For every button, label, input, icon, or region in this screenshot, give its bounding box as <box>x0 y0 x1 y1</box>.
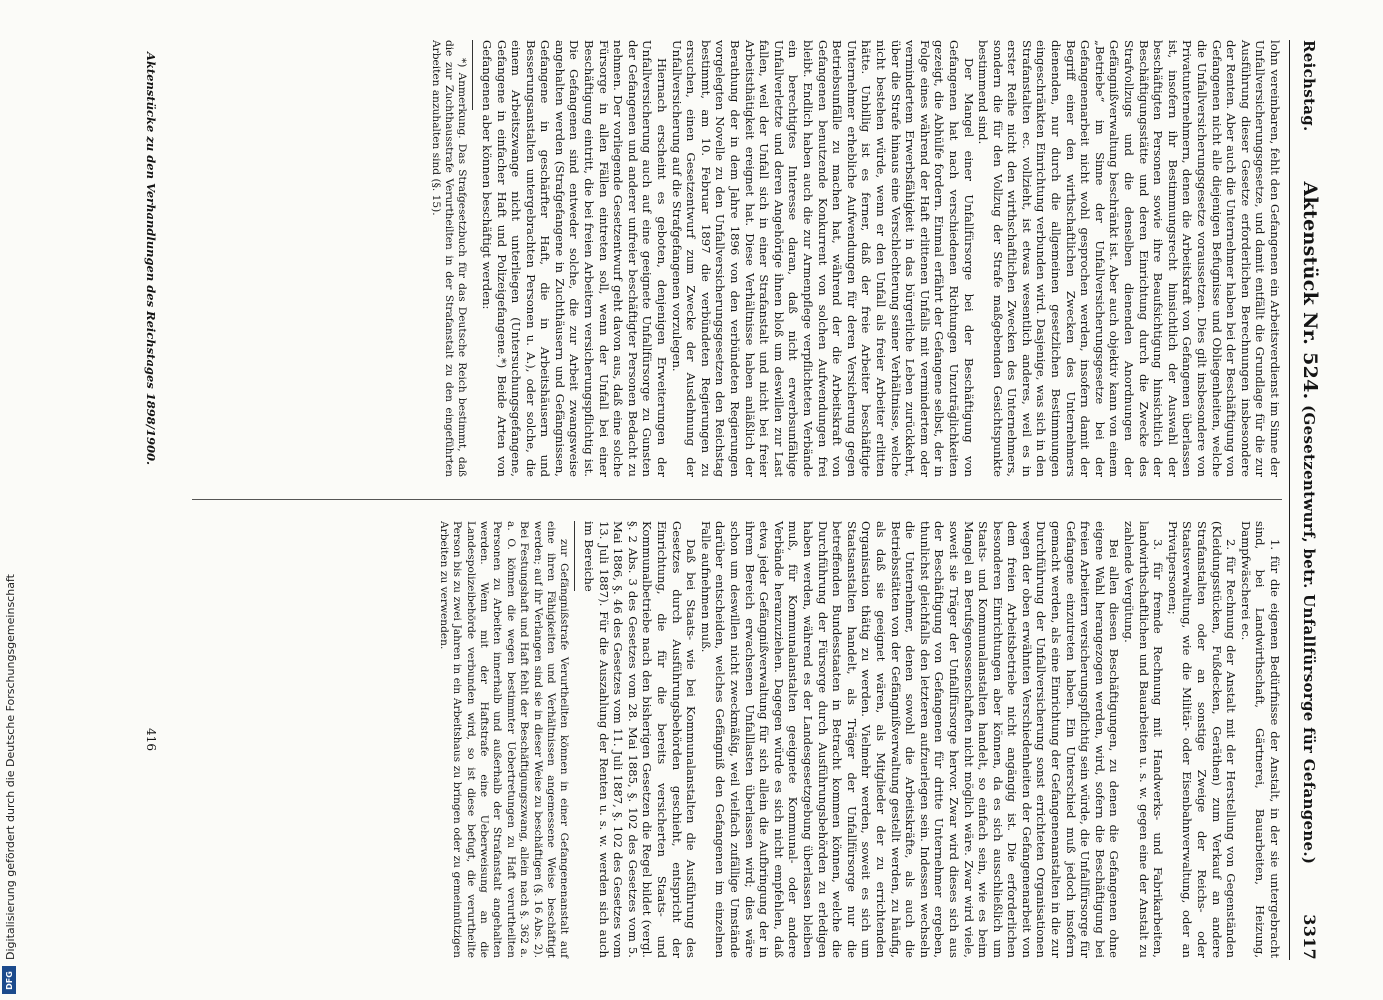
dfg-logo-text: DFG <box>4 970 14 990</box>
right-footnote: zur Gefängnißstrafe Verurtheilten können in einer Gefangenenanstalt auf eine ihren Fähigkeiten und Verhältnissen angemessene Weise beschäftigt werden; auf ihr Verlangen sind sie in dieser Weise zu beschäftigen (§. 16 Abs. 2). Bei Festungshaft und Haft fehlt der Beschäftigungszwang, allein nach §. 362 a. a. O. können die wegen bestimmter Uebertretungen zu Haft verurtheilten Personen zu Arbeiten innerhalb und außerhalb der Strafanstalt angehalten werden. Wenn mit der Haftstrafe eine Ueberweisung an die Landespolizeibehörde verbunden wird, so ist diese befugt, die verurtheilte Person bis zu zwei Jahren in ein Arbeitshaus zu bringen oder zu gemeinnützigen Arbeiten zu verwenden. <box>437 521 571 958</box>
column-divider <box>192 499 1282 500</box>
enum-item-2: 2. für Rechnung der Anstalt mit der Herstellung von Gegenständen (Kleidungsstücken, Fußdecken, Geräthen) zum Verkauf an andere Strafanstalten oder an sonstige Zweige der Reichs- oder Staatsverwaltung, wie die Militär- oder Eisenbahnverwaltung, oder an Privatpersonen; <box>1165 521 1239 958</box>
right-paragraph-1: Bei allen diesen Beschäftigungen, zu denen die Gefangenen ohne eigene Wahl herangezogen werden, wird, sofern die Beschäftigung bei freien Arbeitern versicherungspflichtig sein würde, die Unfallfürsorge für Gefangene einzutreten haben. Ein Unterschied muß jedoch insofern gemacht werden, als eine Einrichtung der Gefangenenanstalten in die zur Durchführung der Unfallversicherung sonst errichteten Organisationen wegen der oben erwähnten Verschiedenheiten der Gefangenenarbeit von dem freien Arbeitsbetriebe nicht angängig ist. Die erforderlichen besonderen Einrichtungen aber können, da es sich ausschließlich um Staats- und Kommunalanstalten handelt, so einfach sein, wie es beim Mangel an Berufsgenossenschaften nicht möglich wäre. Zwar wird viele, soweit sie Träger der Unfallfürsorge hervor. Zwar wird dieses sich aus der Beschäftigung von Gefangenen für dritte Unternehmer ergeben, thunlichst gleichfalls den letzteren aufzuerlegen sein. Indessen wechseln die Unternehmer, denen sowohl die Arbeitskräfte, als auch die Betriebsstätten von der Gefängnißverwaltung gestellt werden, zu häufig, als daß sie geeignet wären, als Mitglieder der zu errichtenden Organisation thätig zu werden. Vielmehr werden, soweit es sich um Staatsanstalten handelt, als Träger der Unfallfürsorge nur die betreffenden Bundesstaaten in Betracht kommen können, welche die Durchführung der Fürsorge durch Ausführungsbehörden zu erledigen haben werden, während es der Landesgesetzgebung überlassen bleiben muß, für Kommunalanstalten geeignete Kommunal- oder andere Verbände heranzuziehen. Dagegen würde es sich nicht empfehlen, daß etwa jeder Gefängnißverwaltung für sich allein die Aufbringung der in ihrem Bereich erwachsenen Unfalllasten überlassen wird; dies wäre schon um deswillen nicht zweckmäßig, weil vielfach zufällige Umstände darüber entscheiden, welches Gefängniß den Gefangenen im einzelnen Falle aufnehmen muß. <box>698 521 1122 958</box>
footer-document-title: Aktenstücke zu den Verhandlungen des Reichstages 1898/1900. <box>144 52 158 465</box>
left-column <box>428 40 1282 477</box>
header-rule <box>1289 40 1290 960</box>
left-paragraph-2: Der Mangel einer Unfallfürsorge bei der Beschäftigung von Gefangenen hat nach verschiedenen Richtungen Unzuträglichkeiten gezeigt, die Abhülfe fordern. Einmal erfährt der Gefangene selbst, der in Folge eines während der Haft erlittenen Unfalls mit vermindertem oder vermindertem Erwerbsfähigkeit in das bürgerliche Leben zurückkehrt, über die Strafe hinaus eine Verschlechterung seiner Verhältnisse, welche nicht bestehen würde, wenn er den Unfall als freier Arbeiter erlitten hätte. Unbillig ist es ferner, daß der freie Arbeiter beschäftigte Unternehmer erhebliche Aufwendungen für deren Versicherung gegen Betriebsunfälle zu machen hat, während der die Arbeitskraft von Gefangenen benutzende Konkurrent von solchen Aufwendungen frei bleibt. Endlich haben auch die zur Armenpflege verpflichteten Verbände ein berechtigtes Interesse daran, daß nicht erwerbsunfähige Unfallverletzte und deren Angehörige ihnen bloß um deswillen zur Last fallen, weil der Unfall sich in einer Strafanstalt und nicht bei freier Arbeitsthätigkeit ereignet hat. Diese Verhältnisse haben anläßlich der Berathung der in dem Jahre 1896 von den verbündeten Regierungen vorgelegten Novelle zu den Unfallversicherungsgesetzen den Reichstag bestimmt, am 10. Februar 1897 die verbündeten Regierungen zu ersuchen, einen Gesetzentwurf zum Zwecke der Ausdehnung der Unfallversicherung auf die Strafgefangenen vorzulegen. <box>669 40 976 477</box>
header-title-rest: (Gesetzentwurf, betr. Unfallfürsorge für Gefangene.) <box>1299 405 1318 865</box>
dfg-logo-icon <box>2 966 16 994</box>
header-page-number: 3317 <box>1300 914 1320 960</box>
left-paragraph-3: Hiernach erscheint es geboten, denjenigen Erweiterungen der Unfallversicherung auch auf eine geeignete Unfallfürsorge zu Gunsten der Gefangenen und anderer unfreier beschäftigter Personen Bedacht zu nehmen. Der vorliegende Gesetzentwurf geht davon aus, daß eine solche Fürsorge in allen Fällen eintreten soll, wenn der Unfall bei einer Beschäftigung eintritt, die bei freien Arbeitern versicherungspflichtig ist. Die Gefangenen sind entweder solche, die zur Arbeit zwangsweise angehalten werden (Strafgefangene in Zuchthäusern und Gefängnissen, Gefangene in geschärfter Haft, die in Arbeitshäusern und Besserungsanstalten untergebrachten Personen u. A.), oder solche, die einem Arbeitszwange nicht unterliegen (Untersuchungsgefangene, Gefangene in einfacher Haft und Polizeigefangene.*) Beide Arten von Gefangenen aber können beschäftigt werden: <box>479 40 670 477</box>
header-title-prefix: Aktenstück Nr. 524. <box>1298 181 1321 400</box>
footnote-rule <box>472 40 473 110</box>
enum-item-1: 1. für die eigenen Bedürfnisse der Anstalt, in der sie untergebracht sind, bei Landwirthschaft, Gärtnerei, Bauarbeiten, Heizung, Dampfwäscherei ec. <box>1238 521 1282 958</box>
left-paragraph-1: lohn vereinbaren, fehlt den Gefangenen ein Arbeitsverdienst im Sinne der Unfallversicherungsgesetze, und damit entfällt die Grundlage für die zur Ausführung dieser Gesetze erforderlichen Berechnungen insbesondere der Renten. Aber auch die Unternehmer haben bei der Beschäftigung von Gefangenen nicht alle diejenigen Befugnisse und Obliegenheiten, welche die Unfallversicherungsgesetze voraussetzen. Dies gilt insbesondere von Privatunternehmern, denen die Arbeitskraft von Gefangenen überlassen ist, insofern ihr Bestimmungsrecht hinsichtlich der Auswahl der beschäftigten Personen sowie ihre Beaufsichtigung hinsichtlich der Beschäftigungsstätte und deren Einrichtung durch die Zwecke des Strafvollzugs und die denselben dienenden Anordnungen der Gefängnißverwaltung beschränkt ist. Aber auch objektiv kann von einem „Betriebe“ im Sinne der Unfallversicherungsgesetze bei der Gefangenenarbeit nicht wohl gesprochen werden, insofern damit der Begriff einer den wirthschaftlichen Zwecken des Unternehmers dienenden, nur durch die allgemeinen gesetzlichen Bestimmungen eingeschränkten Einrichtung verbunden wird. Dasjenige, was sich in den Strafanstalten ec. vollzieht, ist etwas wesentlich anderes, weil es in erster Reihe nicht den wirthschaftlichen Zwecken des Unternehmers, sondern die für den Vollzug der Strafe maßgebenden Gesichtspunkte bestimmend sind. <box>976 40 1282 477</box>
footnote-rule-right <box>575 521 576 591</box>
footer-page-number: 416 <box>144 728 158 751</box>
enum-item-3: 3. für fremde Rechnung mit Handwerks- und Fabrikarbeiten, landwirthschaftlichen und Bauarbeiten u. s. w. gegen eine der Anstalt zu zahlende Vergütung. <box>1122 521 1166 958</box>
right-paragraph-2: Daß bei Staats- wie bei Kommunalanstalten die Ausführung des Gesetzes durch Ausführungsbehörden geschieht, entspricht der Einrichtung, die für die bereits versicherten Staats- und Kommunalbetriebe nach den bisherigen Gesetzen die Regel bildet (vergl. §. 2 Abs. 3 des Gesetzes vom 28. Mai 1885, §. 102 des Gesetzes vom 5. Mai 1886, §. 46 des Gesetzes vom 11. Juli 1887, §. 102 des Gesetzes vom 13. Juli 1887). Für die Auszahlung der Renten u. s. w. werden sich auch im Bereiche <box>582 521 699 958</box>
right-column <box>436 521 1282 958</box>
left-footnote: *) Anmerkung. Das Strafgesetzbuch für das Deutsche Reich bestimmt, daß die zur Zuchthausstrafe Verurtheilten in der Strafanstalt zu den eingeführten Arbeiten anzuhalten sind (§. 15). <box>429 40 469 477</box>
header-title <box>1298 181 1321 865</box>
header-section: Reichstag. <box>1300 40 1319 132</box>
rotated-document-page <box>101 40 1326 960</box>
page-header <box>1292 40 1326 960</box>
digitization-credit: Digitalisierung gefördert durch die Deutsche Forschungsgemeinschaft <box>4 574 17 960</box>
